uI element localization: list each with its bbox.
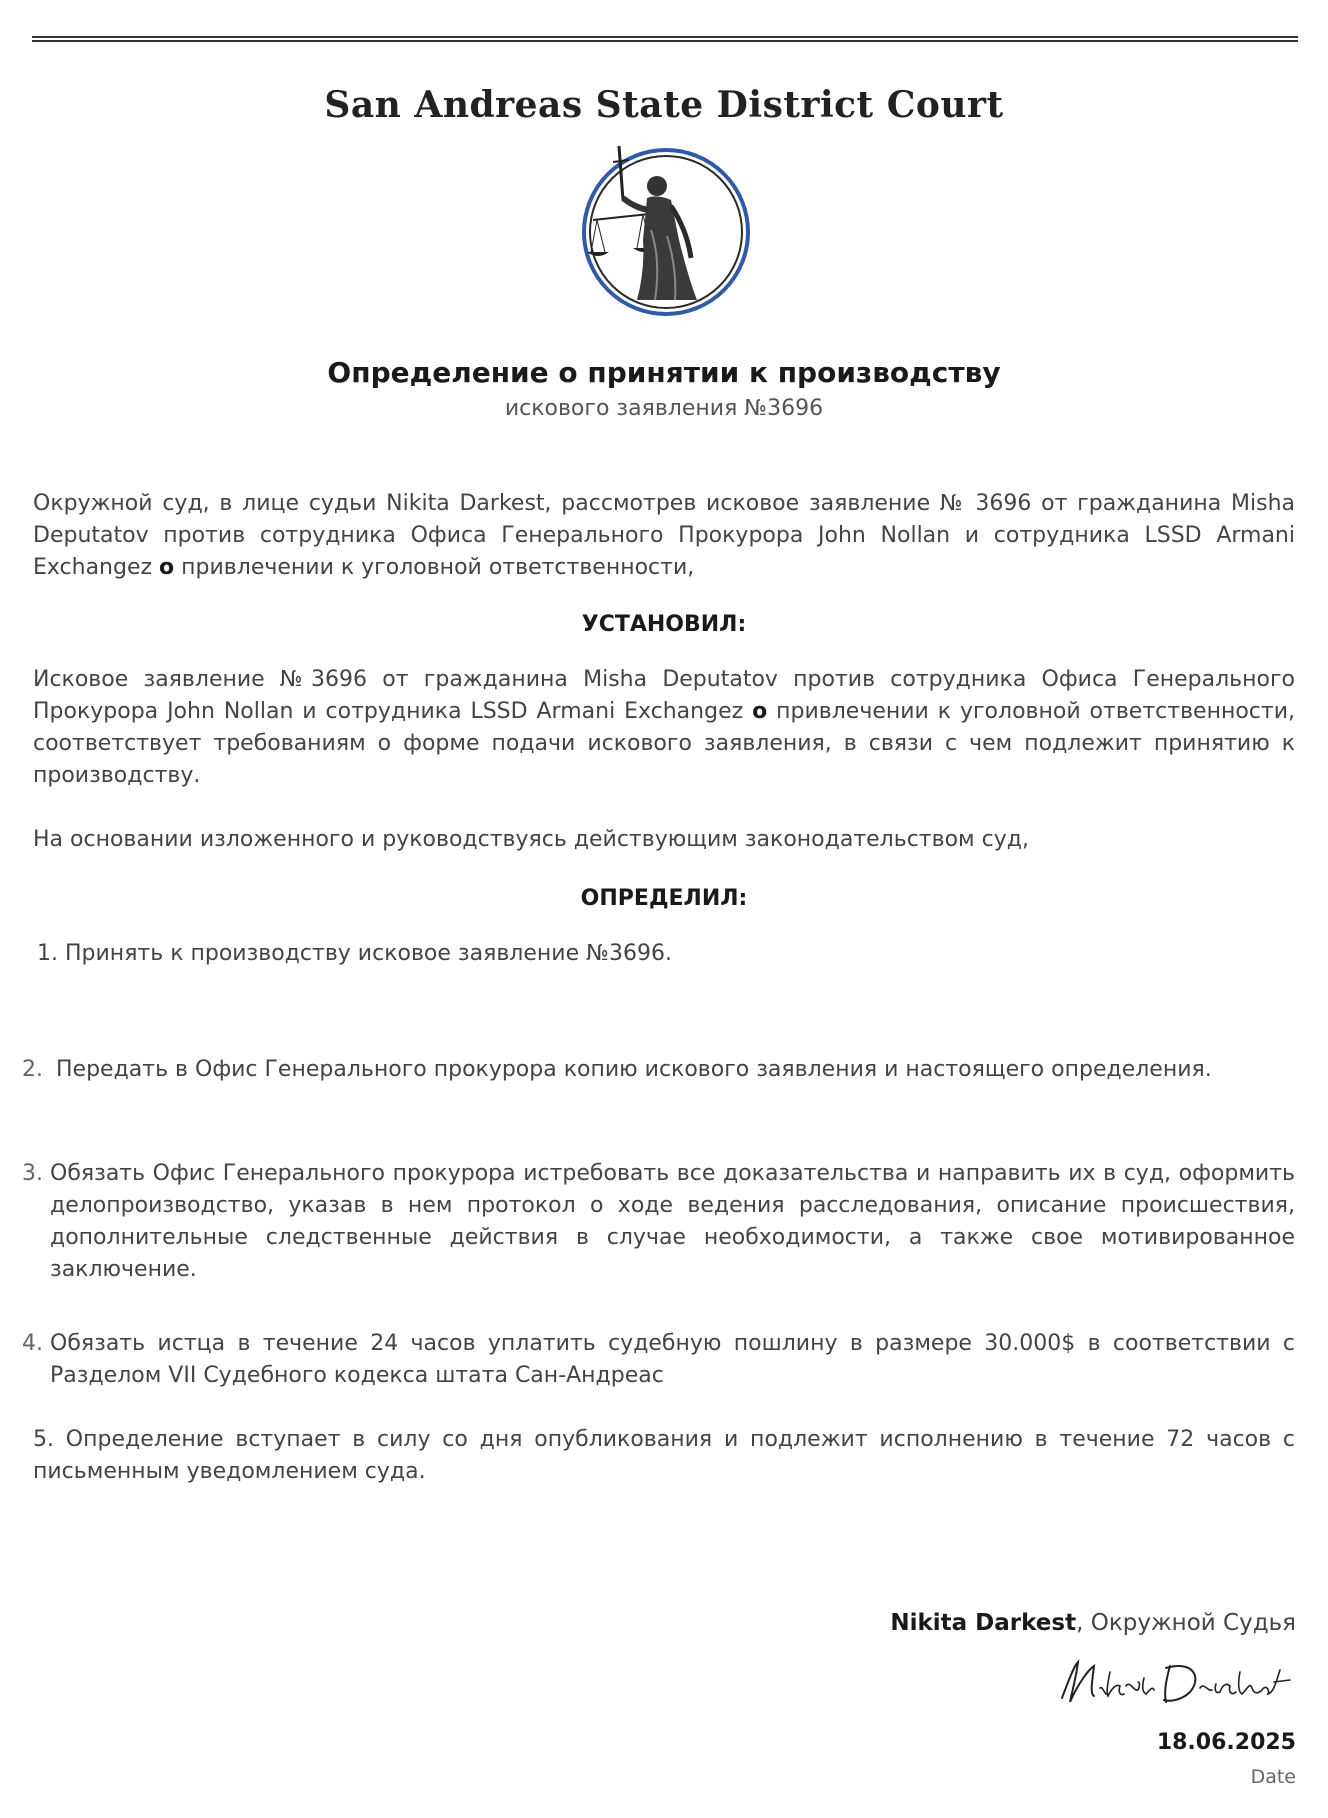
intro-text-end: привлечении к уголовной ответственности,	[174, 555, 695, 580]
established-text: Исковое заявление №3696 от гражданина Misha Deputatov против сотрудника Офиса Генерального Прокурора John Nollan и сотрудника LSSD Armani Exchangez	[33, 667, 1295, 724]
decision-item-5	[33, 1424, 1295, 1488]
intro-paragraph	[33, 488, 1295, 584]
established-text-end: привлечении к уголовной ответственности, соответствует требованиям о форме подачи искового заявления, в связи с чем подлежит принятию к производству.	[33, 699, 1295, 788]
decision-item-text: Определение вступает в силу со дня опубликования и подлежит исполнению в течение 72 часов с письменным уведомлением суда.	[33, 1427, 1295, 1484]
intro-text: Окружной суд, в лице судьи Nikita Darkest, рассмотрев исковое заявление № 3696 от гражданина Misha Deputatov против сотрудника Офиса Генерального Прокурора John Nollan и сотрудника LSSD Armani Exchangez	[33, 491, 1295, 580]
established-heading: УСТАНОВИЛ:	[581, 612, 747, 637]
date-label: Date	[1250, 1766, 1296, 1788]
decision-item-4: Обязать истца в течение 24 часов уплатить судебную пошлину в размере 30.000$ в соответствии с Разделом VII Судебного кодекса штата Сан-Андреас	[50, 1331, 1295, 1388]
decision-item-1	[37, 938, 1297, 970]
court-name: San Andreas State District Court	[324, 84, 1004, 126]
handwritten-signature	[1054, 1652, 1304, 1712]
basis-paragraph: На основании изложенного и руководствуясь действующим законодательством суд,	[33, 827, 1029, 852]
established-bold-word: о	[752, 699, 768, 724]
top-rule-lower	[32, 40, 1298, 42]
document-subtitle: искового заявления №3696	[504, 396, 824, 421]
intro-bold-word: о	[159, 555, 175, 580]
judge-signature-line	[890, 1610, 1296, 1636]
decision-item-3: Обязать Офис Генерального прокурора истребовать все доказательства и направить их в суд, оформить делопроизводство, указав в нем протокол о ходе ведения расследования, описание происшествия, дополнительные следственные действия в случае необходимости, а также свое мотивированное заключение.	[50, 1161, 1295, 1282]
document-title: Определение о принятии к производству	[327, 356, 1001, 389]
decision-item-number: 3.	[22, 1161, 43, 1186]
judge-name: Nikita Darkest	[890, 1610, 1077, 1636]
judge-title: , Окружной Судья	[1076, 1610, 1296, 1636]
decision-item-number: 2.	[22, 1057, 43, 1082]
established-paragraph	[33, 664, 1295, 792]
decision-item-number: 5.	[33, 1427, 54, 1452]
top-rule-upper	[32, 36, 1298, 38]
decision-item-2: Передать в Офис Генерального прокурора копию искового заявления и настоящего определения.	[56, 1057, 1212, 1082]
decision-item-number: 4.	[22, 1331, 43, 1356]
decided-heading: ОПРЕДЕЛИЛ:	[580, 886, 748, 911]
decision-item-number: 1.	[37, 941, 58, 966]
signature-text: Nikita Darkest	[1175, 1710, 1183, 1711]
document-date: 18.06.2025	[1156, 1730, 1296, 1755]
themis-emblem-icon	[579, 140, 753, 316]
decision-item-text: Принять к производству исковое заявление №3696.	[65, 941, 672, 966]
